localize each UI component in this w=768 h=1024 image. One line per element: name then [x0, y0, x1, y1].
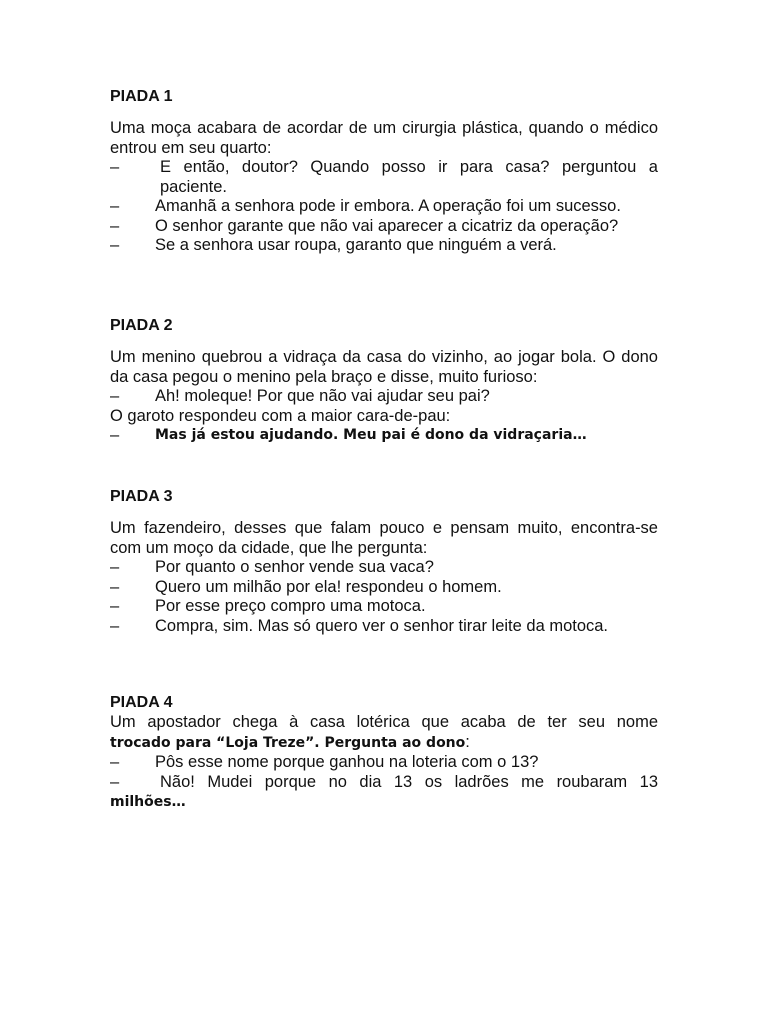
piada-4-section — [110, 693, 658, 813]
dialog-dash: – — [110, 197, 120, 215]
piada-1-intro: Uma moça acabara de acordar de um cirurgia plástica, quando o médico entrou em seu quarto: — [110, 119, 658, 157]
piada-2-line — [110, 426, 658, 446]
piada-2-title: PIADA 2 — [110, 317, 173, 334]
dialog-dash: – — [110, 577, 120, 596]
piada-3-title: PIADA 3 — [110, 488, 173, 505]
dialog-text: Pôs esse nome porque ganhou na loteria com o 13? — [155, 753, 539, 771]
piada-2-middle: O garoto respondeu com a maior cara-de-pau: — [110, 406, 451, 425]
piada-3-line — [110, 558, 658, 578]
dialog-text: Por quanto o senhor vende sua vaca? — [155, 558, 434, 576]
dialog-dash: – — [110, 616, 120, 635]
dialog-text: E então, doutor? Quando posso ir para casa? perguntou a paciente. — [160, 158, 658, 196]
dialog-dash: – — [110, 558, 120, 576]
piada-1-line — [110, 236, 658, 256]
piada-4-line — [110, 773, 658, 793]
piada-1-line — [110, 217, 658, 237]
piada-1-line — [110, 197, 658, 217]
piada-2-section — [110, 316, 658, 446]
dialog-text: Mas já estou ajudando. Meu pai é dono da vidraçaria… — [155, 427, 587, 443]
piada-1-line — [110, 158, 658, 197]
dialog-dash: – — [110, 236, 120, 254]
piada-1-title: PIADA 1 — [110, 88, 173, 105]
dialog-dash: – — [110, 597, 120, 615]
piada-4-last-line — [110, 792, 658, 813]
piada-1-section — [110, 87, 658, 256]
dialog-text: Se a senhora usar roupa, garanto que ninguém a verá. — [155, 236, 557, 254]
piada-4-last-bold: milhões… — [110, 794, 186, 810]
dialog-dash: – — [110, 216, 120, 235]
dialog-text: Amanhã a senhora pode ir embora. A operação foi um sucesso. — [155, 197, 621, 215]
piada-4-title: PIADA 4 — [110, 694, 173, 711]
piada-4-intro-bold: trocado para “Loja Treze”. Pergunta ao dono — [110, 734, 466, 751]
dialog-dash: – — [110, 426, 120, 444]
dialog-dash: – — [110, 772, 120, 791]
dialog-dash: – — [110, 387, 120, 405]
piada-4-intro-colon: : — [465, 732, 470, 751]
piada-3-section — [110, 487, 658, 636]
dialog-dash: – — [110, 753, 120, 771]
piada-2-line — [110, 387, 658, 407]
piada-4-intro-line: Um apostador chega à casa lotérica que acaba de ter seu nome — [110, 713, 658, 731]
dialog-text: Quero um milhão por ela! respondeu o homem. — [155, 577, 502, 596]
dialog-text: Não! Mudei porque no dia 13 os ladrões me roubaram 13 — [160, 772, 658, 791]
piada-3-line — [110, 578, 658, 598]
piada-3-line — [110, 597, 658, 617]
piada-4-intro-line — [110, 733, 658, 754]
dialog-text: Compra, sim. Mas só quero ver o senhor tirar leite da motoca. — [155, 616, 609, 635]
dialog-dash: – — [110, 158, 120, 176]
piada-2-intro: Um menino quebrou a vidraça da casa do vizinho, ao jogar bola. O dono da casa pegou o menino pela braço e disse, muito furioso: — [110, 348, 658, 386]
dialog-text: Ah! moleque! Por que não vai ajudar seu pai? — [155, 387, 490, 405]
piada-4-line — [110, 753, 658, 773]
dialog-text: Por esse preço compro uma motoca. — [155, 597, 426, 615]
piada-3-intro: Um fazendeiro, desses que falam pouco e pensam muito, encontra-se com um moço da cidade, que lhe pergunta: — [110, 519, 658, 557]
dialog-text: O senhor garante que não vai aparecer a cicatriz da operação? — [155, 216, 619, 235]
piada-3-line — [110, 617, 658, 637]
